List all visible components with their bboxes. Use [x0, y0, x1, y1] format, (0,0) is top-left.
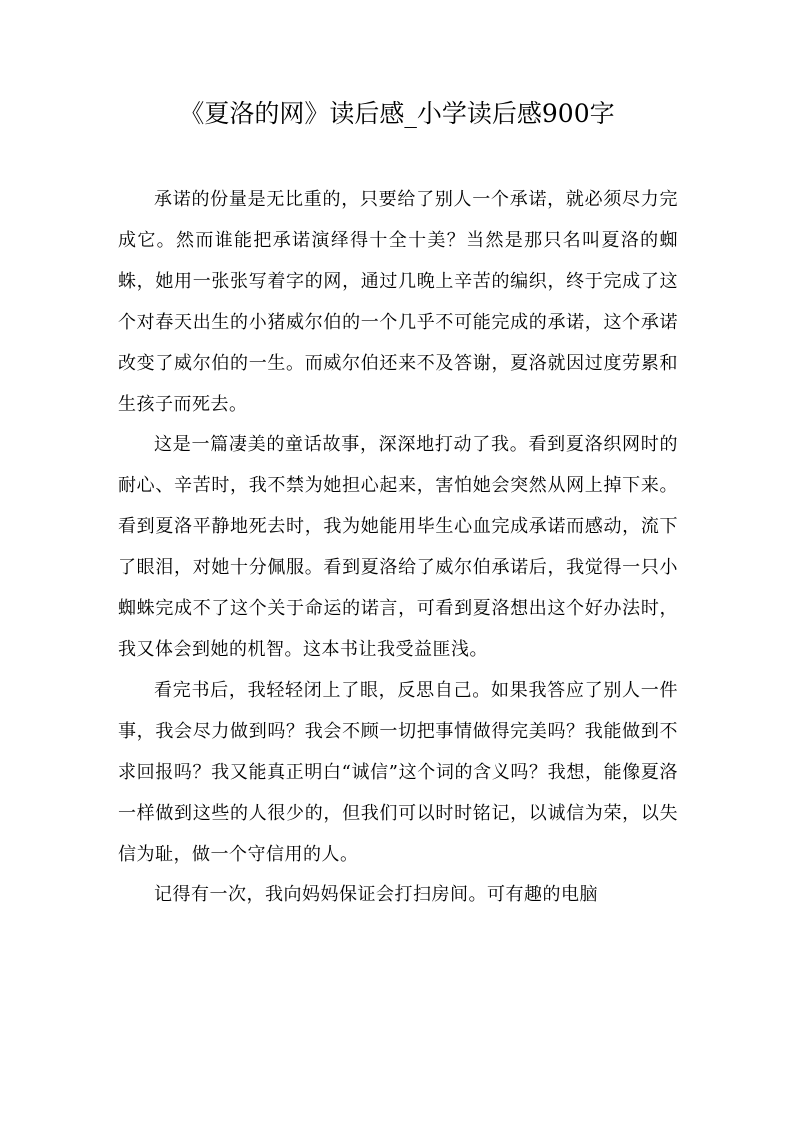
paragraph-2: 这是一篇凄美的童话故事，深深地打动了我。看到夏洛织网时的耐心、辛苦时，我不禁为她担心起来，害怕她会突然从网上掉下来。看到夏洛平静地死去时，我为她能用毕生心血完成承诺而感动，流下了眼泪，对她十分佩服。看到夏洛给了威尔伯承诺后，我觉得一只小蜘蛛完成不了这个关于命运的诺言，可看到夏洛想出这个好办法时，我又体会到她的机智。这本书让我受益匪浅。 [118, 434, 678, 660]
document-body [118, 180, 678, 916]
paragraph-3: 看完书后，我轻轻闭上了眼，反思自己。如果我答应了别人一件事，我会尽力做到吗？我会不顾一切把事情做得完美吗？我能做到不求回报吗？我又能真正明白“诚信”这个词的含义吗？我想，能像夏洛一样做到这些的人很少的，但我们可以时时铭记，以诚信为荣，以失信为耻，做一个守信用的人。 [118, 679, 678, 865]
paragraph-4: 记得有一次，我向妈妈保证会打扫房间。可有趣的电脑 [154, 884, 598, 906]
document-title: 《夏洛的网》读后感_小学读后感900字 [179, 99, 615, 128]
paragraph-1: 承诺的份量是无比重的，只要给了别人一个承诺，就必须尽力完成它。然而谁能把承诺演绎得十全十美？当然是那只名叫夏洛的蜘蛛，她用一张张写着字的网，通过几晚上辛苦的编织，终于完成了这个对春天出生的小猪威尔伯的一个几乎不可能完成的承诺，这个承诺改变了威尔伯的一生。而威尔伯还来不及答谢，夏洛就因过度劳累和生孩子而死去。 [118, 189, 678, 415]
